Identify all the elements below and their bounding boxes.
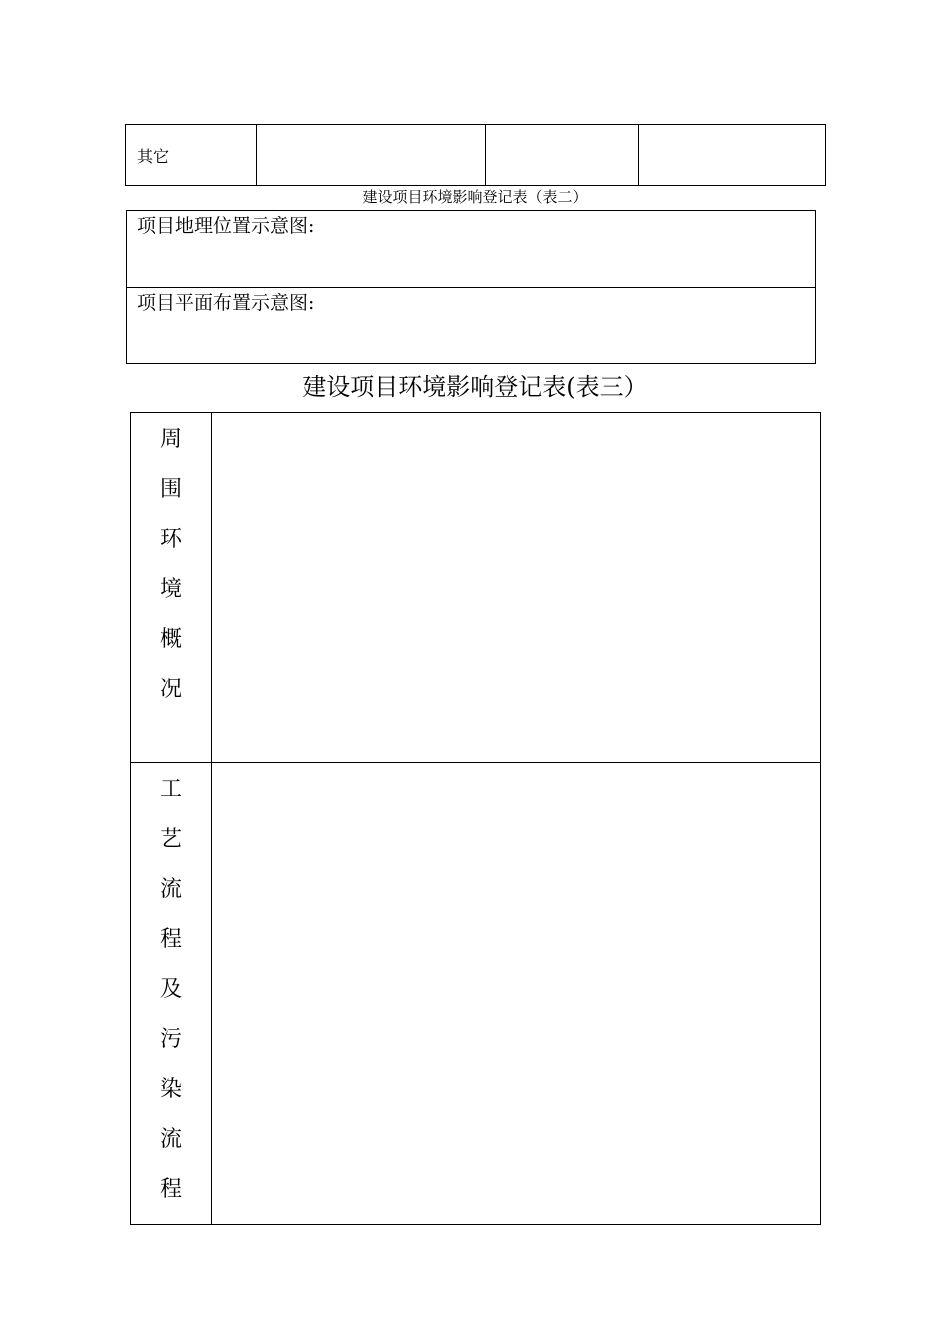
site-diagram-table [126, 210, 816, 364]
location-diagram-cell[interactable] [127, 211, 816, 288]
other-info-table [125, 124, 826, 186]
other-value-cell-1[interactable] [257, 125, 486, 186]
location-diagram-label: 项目地理位置示意图: [137, 215, 315, 237]
table-row [126, 125, 826, 186]
vertical-label-char: 污 [159, 1027, 182, 1052]
vertical-label-char: 概 [159, 627, 182, 652]
surroundings-vertical-label [131, 413, 211, 724]
vertical-label-char: 艺 [159, 827, 182, 852]
environment-process-table [130, 412, 821, 1225]
table-row [127, 288, 816, 364]
other-value-cell-3[interactable] [639, 125, 826, 186]
other-label-cell: 其它 [126, 125, 257, 186]
layout-diagram-label: 项目平面布置示意图: [137, 292, 315, 314]
table3-caption: 建设项目环境影响登记表(表三） [302, 373, 648, 401]
process-vertical-label [131, 763, 211, 1224]
vertical-label-char: 环 [159, 527, 182, 552]
table-row [127, 211, 816, 288]
vertical-label-char: 流 [159, 1127, 182, 1152]
vertical-label-char: 围 [159, 477, 182, 502]
vertical-label-char: 周 [159, 427, 182, 452]
table2-caption: 建设项目环境影响登记表（表二） [362, 188, 588, 206]
other-value-cell-2[interactable] [486, 125, 639, 186]
vertical-label-char: 程 [159, 927, 182, 952]
process-label-cell [131, 763, 212, 1225]
process-content-cell[interactable] [212, 763, 821, 1225]
vertical-label-char: 程 [159, 1177, 182, 1202]
surroundings-content-cell[interactable] [212, 413, 821, 763]
vertical-label-char: 流 [159, 877, 182, 902]
surroundings-label-cell [131, 413, 212, 763]
layout-diagram-cell[interactable] [127, 288, 816, 364]
vertical-label-char: 况 [159, 677, 182, 702]
vertical-label-char: 染 [159, 1077, 182, 1102]
table-row [131, 763, 821, 1225]
table-row [131, 413, 821, 763]
vertical-label-char: 境 [159, 577, 182, 602]
vertical-label-char: 及 [159, 977, 182, 1002]
vertical-label-char: 工 [159, 777, 182, 802]
